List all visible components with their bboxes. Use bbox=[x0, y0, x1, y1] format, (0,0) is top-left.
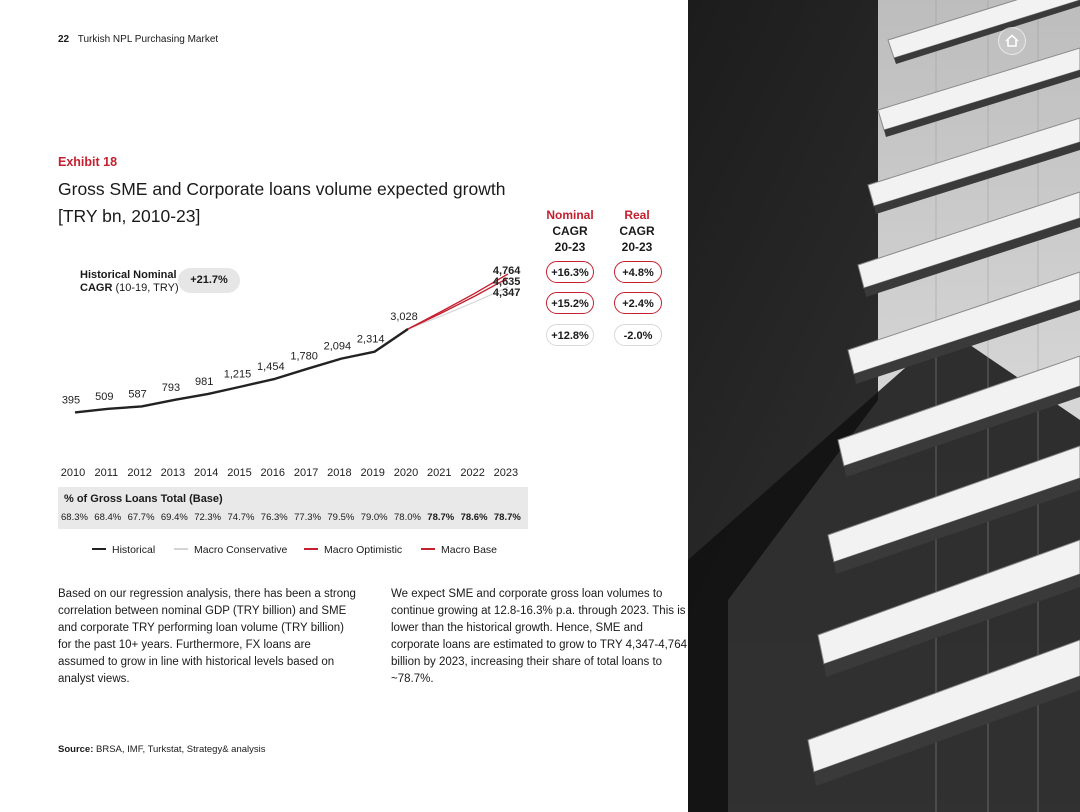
pct-value-2020: 78.0% bbox=[394, 512, 421, 523]
body-text-left: Based on our regression analysis, there has been a strong correlation between nominal GDP (TRY billion) and SME and corporate TRY performing loan volume (TRY billion) for the past 10+ years. Furthermore, FX loans are assumed to grow in line with historical levels based on analyst views. bbox=[58, 588, 356, 685]
nominal-header-line3: 20-23 bbox=[554, 240, 586, 254]
legend-optimistic-label: Macro Optimistic bbox=[324, 544, 403, 556]
x-tick-2021: 2021 bbox=[427, 467, 452, 479]
historical-cagr-period: (10-19, TRY) bbox=[112, 282, 179, 294]
data-label-2014: 981 bbox=[195, 375, 214, 388]
pct-value-2012: 67.7% bbox=[127, 512, 155, 523]
x-tick-2022: 2022 bbox=[460, 467, 485, 479]
legend-macro-optimistic bbox=[304, 544, 402, 556]
pct-value-2021: 78.7% bbox=[427, 512, 455, 523]
pct-value-2014: 72.3% bbox=[194, 512, 222, 523]
x-tick-2020: 2020 bbox=[393, 467, 419, 479]
data-label-2019: 2,314 bbox=[356, 333, 385, 346]
pct-value-2019: 79.0% bbox=[360, 512, 388, 523]
x-tick-2023: 2023 bbox=[493, 467, 519, 479]
x-tick-2010: 2010 bbox=[60, 467, 86, 479]
legend-historical-label: Historical bbox=[112, 544, 156, 556]
exhibit-label: Exhibit 18 bbox=[58, 155, 118, 169]
real-cagr-header bbox=[602, 207, 672, 255]
building-photo bbox=[688, 0, 1080, 812]
pct-value-2017: 77.3% bbox=[294, 512, 322, 523]
data-label-2015: 1,215 bbox=[223, 368, 252, 381]
pct-gross-loans-box bbox=[58, 487, 528, 529]
data-label-2017: 1,780 bbox=[290, 350, 318, 363]
pct-gross-loans-title: % of Gross Loans Total (Base) bbox=[64, 493, 223, 505]
data-label-2020: 3,028 bbox=[390, 311, 418, 324]
source-label: Source: bbox=[58, 744, 94, 755]
pct-value-2022: 78.6% bbox=[460, 512, 488, 523]
nominal-cagr-optimistic: +16.3% bbox=[546, 261, 594, 283]
pct-value-2011: 68.4% bbox=[94, 512, 122, 523]
real-cagr-conservative: -2.0% bbox=[614, 324, 662, 346]
historical-cagr-badge: +21.7% bbox=[178, 268, 240, 293]
pct-value-2010: 68.3% bbox=[61, 512, 88, 523]
x-tick-2016: 2016 bbox=[260, 467, 286, 479]
x-tick-2014: 2014 bbox=[193, 467, 219, 479]
real-header-line3: 20-23 bbox=[621, 240, 653, 254]
legend-conservative-label: Macro Conservative bbox=[194, 544, 288, 556]
pct-value-2018: 79.5% bbox=[327, 512, 355, 523]
report-title: Turkish NPL Purchasing Market bbox=[77, 34, 219, 45]
data-label-2013: 793 bbox=[161, 381, 181, 394]
pct-value-2023: 78.7% bbox=[493, 512, 521, 523]
pct-value-2016: 76.3% bbox=[260, 512, 288, 523]
x-tick-2015: 2015 bbox=[227, 467, 252, 479]
home-button[interactable] bbox=[998, 27, 1026, 55]
home-icon bbox=[999, 28, 1025, 54]
legend-macro-base bbox=[421, 544, 497, 556]
legend-base-swatch bbox=[421, 548, 435, 550]
end-label-2: 4,347 bbox=[492, 287, 521, 299]
pct-value-2013: 69.4% bbox=[160, 512, 188, 523]
historical-cagr-label-line1: Historical Nominal bbox=[80, 269, 177, 281]
nominal-header-line1: Nominal bbox=[546, 208, 594, 222]
data-label-2016: 1,454 bbox=[257, 360, 285, 373]
legend-base-label: Macro Base bbox=[441, 544, 498, 556]
data-label-2012: 587 bbox=[128, 388, 147, 401]
source-note bbox=[58, 744, 266, 755]
x-tick-2019: 2019 bbox=[360, 467, 385, 479]
page-number: 22 bbox=[58, 34, 70, 45]
page-header bbox=[58, 34, 218, 45]
legend-historical bbox=[92, 544, 155, 556]
nominal-header-line2: CAGR bbox=[552, 224, 588, 238]
data-label-2011: 509 bbox=[95, 390, 114, 403]
legend-conservative-swatch bbox=[174, 548, 188, 550]
legend-historical-swatch bbox=[92, 548, 106, 550]
real-header-line1: Real bbox=[624, 208, 650, 222]
real-header-line2: CAGR bbox=[619, 224, 655, 238]
nominal-cagr-header bbox=[535, 207, 605, 255]
line-chart bbox=[0, 250, 540, 485]
real-cagr-optimistic: +4.8% bbox=[614, 261, 662, 283]
legend-macro-conservative bbox=[174, 544, 287, 556]
x-tick-2017: 2017 bbox=[293, 467, 319, 479]
source-text: BRSA, IMF, Turkstat, Strategy& analysis bbox=[93, 744, 266, 755]
nominal-cagr-conservative: +12.8% bbox=[546, 324, 594, 346]
historical-cagr-label-line2: CAGR bbox=[80, 282, 113, 294]
legend-optimistic-swatch bbox=[304, 548, 318, 550]
data-label-2010: 395 bbox=[61, 394, 81, 407]
end-label-1: 4,635 bbox=[492, 276, 521, 288]
x-tick-2018: 2018 bbox=[327, 467, 352, 479]
x-tick-2013: 2013 bbox=[160, 467, 186, 479]
pct-gross-loans-row bbox=[58, 512, 528, 526]
real-cagr-base: +2.4% bbox=[614, 292, 662, 314]
end-label-0: 4,764 bbox=[492, 265, 521, 277]
pct-value-2015: 74.7% bbox=[227, 512, 255, 523]
x-tick-2012: 2012 bbox=[127, 467, 152, 479]
body-text-right: We expect SME and corporate gross loan volumes to continue growing at 12.8-16.3% p.a. through 2023. This is lower than the historical growth. Hence, SME and corporate loans are estimated to grow to TRY 4,347-4,764 billion by 2023, increasing their share of total loans to ~78.7%. bbox=[391, 588, 687, 685]
chart-title: Gross SME and Corporate loans volume expected growth [TRY bn, 2010-23] bbox=[58, 179, 506, 226]
data-label-2018: 2,094 bbox=[323, 340, 352, 353]
nominal-cagr-base: +15.2% bbox=[546, 292, 594, 314]
x-tick-2011: 2011 bbox=[94, 467, 119, 479]
